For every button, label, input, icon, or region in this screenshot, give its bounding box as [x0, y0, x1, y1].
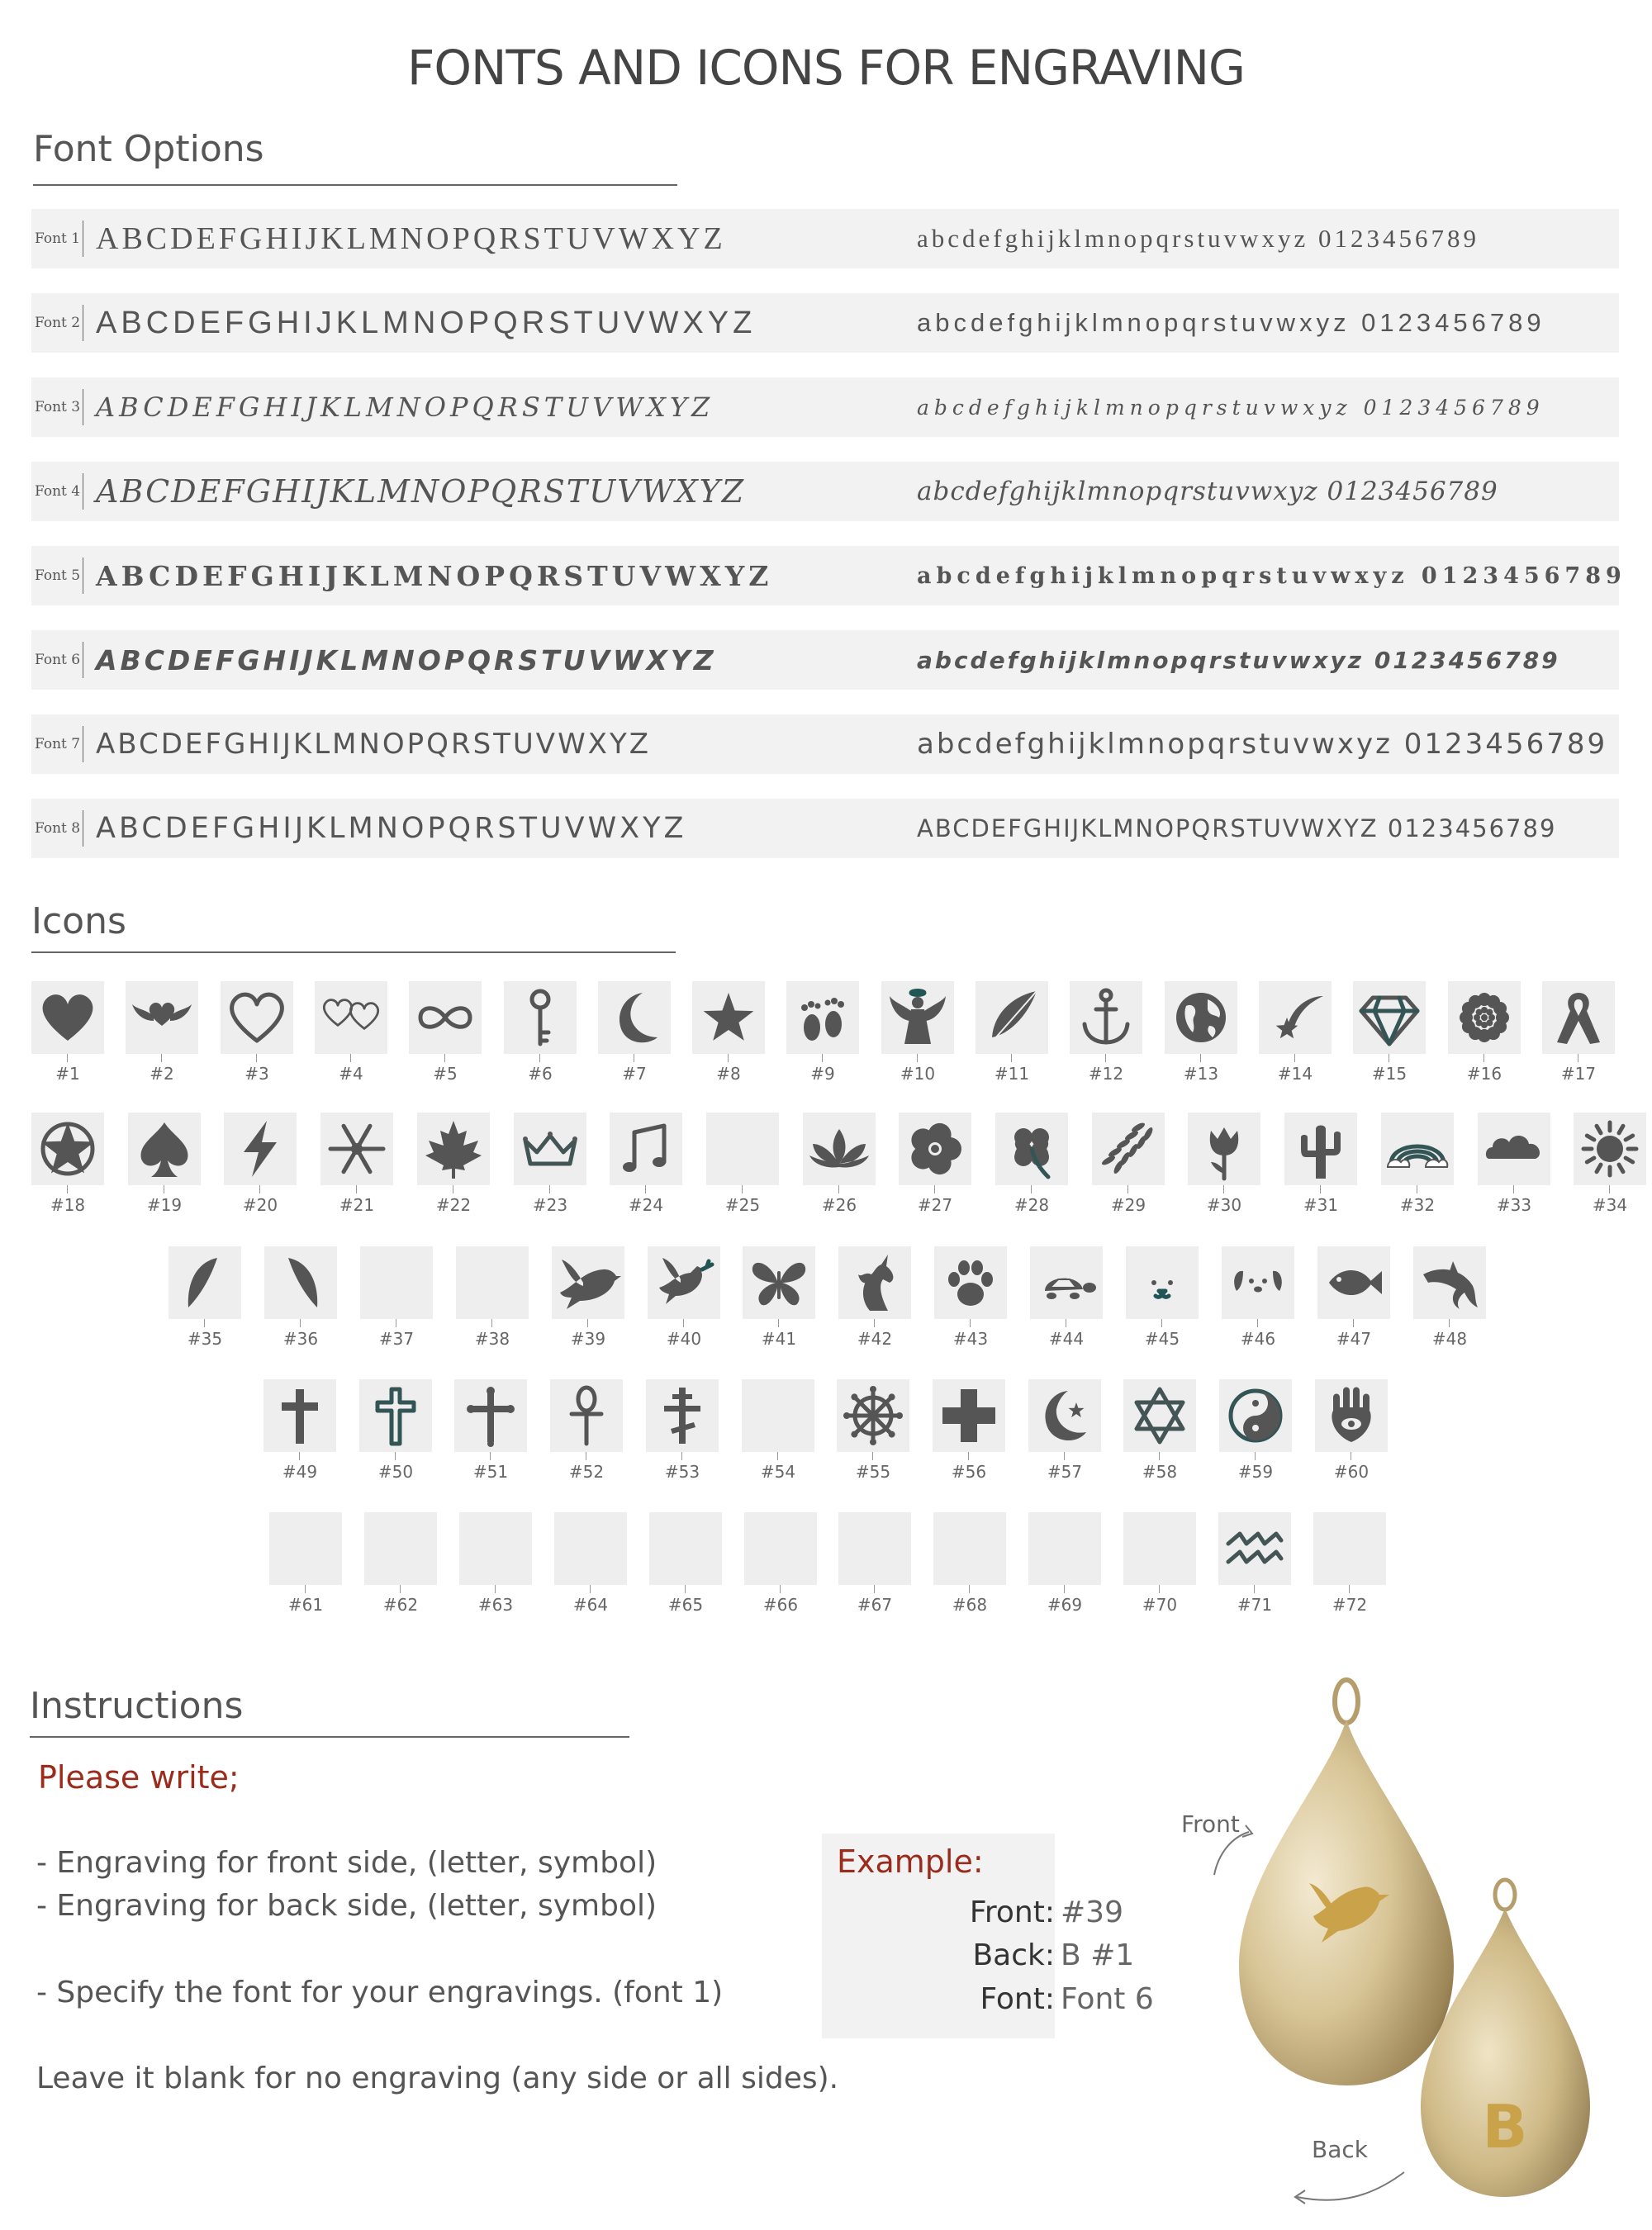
bird-icon[interactable] — [552, 1246, 624, 1319]
icon-number-label: #57 — [1028, 1462, 1101, 1482]
icon-number-label: #22 — [417, 1195, 490, 1215]
baby-feet-icon[interactable] — [786, 981, 859, 1054]
icon-number-label: #4 — [315, 1064, 387, 1084]
example-font-label: Font: — [980, 1982, 1055, 2016]
virgo-icon[interactable] — [744, 1512, 817, 1585]
cat-icon[interactable] — [1126, 1246, 1199, 1319]
icon-number-label: #3 — [221, 1064, 293, 1084]
icon-number-label: #5 — [409, 1064, 482, 1084]
turtle-icon[interactable] — [1030, 1246, 1103, 1319]
budded-cross-icon[interactable] — [454, 1379, 527, 1452]
font-options-rule — [33, 184, 677, 186]
font-lowercase-sample: abcdefghijklmnopqrstuvwxyz 0123456789 — [917, 395, 1545, 420]
font-label: Font 3 — [31, 389, 83, 425]
star-icon[interactable] — [692, 981, 765, 1054]
cactus-icon[interactable] — [1284, 1113, 1357, 1185]
font-label: Font 4 — [31, 473, 83, 510]
page-title: FONTS AND ICONS FOR ENGRAVING — [407, 40, 1245, 96]
aries-icon[interactable] — [269, 1512, 342, 1585]
icon-number-label: #41 — [743, 1329, 815, 1349]
icon-number-label: #15 — [1353, 1064, 1426, 1084]
swiss-cross-icon[interactable] — [933, 1379, 1005, 1452]
icon-number-label: #71 — [1218, 1595, 1291, 1615]
cloud-icon[interactable] — [1478, 1113, 1550, 1185]
font-lowercase-sample: abcdefghijklmnopqrstuvwxyz 0123456789 — [917, 728, 1608, 761]
font-row-5[interactable] — [31, 546, 1626, 605]
icon-number-label: #66 — [744, 1595, 817, 1615]
icon-number-label: #23 — [514, 1195, 586, 1215]
dolphin-icon[interactable] — [1413, 1246, 1486, 1319]
icon-number-label: #36 — [264, 1329, 337, 1349]
icon-number-label: #62 — [364, 1595, 437, 1615]
icon-number-label: #32 — [1381, 1195, 1454, 1215]
example-back-value: B #1 — [1061, 1938, 1135, 1972]
pisces-icon[interactable] — [1313, 1512, 1386, 1585]
icon-number-label: #30 — [1188, 1195, 1260, 1215]
icon-number-label: #33 — [1478, 1195, 1550, 1215]
front-label: Front — [1181, 1810, 1240, 1838]
font-lowercase-sample: abcdefghijklmnopqrstuvwxyz 0123456789 — [917, 646, 1560, 674]
diamond-icon[interactable] — [1353, 981, 1426, 1054]
icon-number-label: #11 — [976, 1064, 1048, 1084]
icon-number-label: #60 — [1315, 1462, 1388, 1482]
dog-icon[interactable] — [1222, 1246, 1294, 1319]
font-uppercase-sample: ABCDEFGHIJKLMNOPQRSTUVWXYZ — [96, 391, 714, 423]
font-label: Font 5 — [31, 558, 83, 594]
icon-number-label: #18 — [31, 1195, 104, 1215]
wing-right-icon[interactable] — [264, 1246, 337, 1319]
icon-number-label: #16 — [1448, 1064, 1521, 1084]
shooting-star-icon[interactable] — [1259, 981, 1332, 1054]
dharma-wheel-icon[interactable] — [837, 1379, 909, 1452]
icon-number-label: #72 — [1313, 1595, 1386, 1615]
icon-number-label: #27 — [899, 1195, 971, 1215]
sagittarius-icon[interactable] — [1028, 1512, 1101, 1585]
back-letter: B — [1482, 2092, 1528, 2161]
libra-icon[interactable] — [838, 1512, 911, 1585]
ankh-icon[interactable] — [550, 1379, 623, 1452]
icon-number-label: #51 — [454, 1462, 527, 1482]
icon-number-label: #61 — [269, 1595, 342, 1615]
feathered-wing-left-icon[interactable] — [360, 1246, 433, 1319]
please-write-heading: Please write; — [38, 1759, 240, 1796]
font-options-heading: Font Options — [33, 128, 264, 170]
icon-number-label: #42 — [838, 1329, 911, 1349]
icon-number-label: #6 — [504, 1064, 577, 1084]
icon-number-label: #70 — [1123, 1595, 1196, 1615]
icon-number-label: #35 — [169, 1329, 241, 1349]
scorpio-icon[interactable] — [933, 1512, 1006, 1585]
icon-number-label: #68 — [933, 1595, 1006, 1615]
pendant-illustration — [1173, 1677, 1635, 2222]
font-label: Font 2 — [31, 305, 83, 341]
font-row-6[interactable] — [31, 630, 1619, 690]
font-row-1[interactable] — [31, 209, 1619, 268]
icon-number-label: #56 — [933, 1462, 1005, 1482]
icon-number-label: #39 — [552, 1329, 624, 1349]
font-lowercase-sample: ABCDEFGHIJKLMNOPQRSTUVWXYZ 0123456789 — [917, 814, 1557, 842]
example-front-value: #39 — [1061, 1896, 1123, 1929]
unicorn-icon[interactable] — [838, 1246, 911, 1319]
angel-icon[interactable] — [881, 981, 954, 1054]
star-of-david-icon[interactable] — [1123, 1379, 1196, 1452]
flower-icon[interactable] — [899, 1113, 971, 1185]
icon-number-label: #25 — [706, 1195, 779, 1215]
icon-number-label: #1 — [31, 1064, 104, 1084]
icon-number-label: #55 — [837, 1462, 909, 1482]
icon-number-label: #38 — [456, 1329, 529, 1349]
dove-icon[interactable] — [648, 1246, 720, 1319]
feather-icon[interactable] — [976, 981, 1048, 1054]
star-circle-icon[interactable] — [31, 1113, 104, 1185]
icon-number-label: #10 — [881, 1064, 954, 1084]
font-lowercase-sample: abcdefghijklmnopqrstuvwxyz 0123456789 — [917, 308, 1545, 337]
font-uppercase-sample: ABCDEFGHIJKLMNOPQRSTUVWXYZ — [96, 728, 652, 761]
paw-icon[interactable] — [934, 1246, 1007, 1319]
yin-yang-icon[interactable] — [1219, 1379, 1292, 1452]
font-table — [31, 209, 1626, 883]
icon-number-label: #53 — [646, 1462, 719, 1482]
gemini-icon[interactable] — [459, 1512, 532, 1585]
orthodox-cross-icon[interactable] — [646, 1379, 719, 1452]
font-uppercase-sample: ABCDEFGHIJKLMNOPQRSTUVWXYZ — [96, 643, 717, 676]
icon-number-label: #63 — [459, 1595, 532, 1615]
star-and-crescent-icon[interactable] — [1028, 1379, 1101, 1452]
icon-number-label: #2 — [126, 1064, 198, 1084]
cross-outline-icon[interactable] — [359, 1379, 432, 1452]
icon-number-label: #9 — [786, 1064, 859, 1084]
font-label: Font 6 — [31, 642, 83, 678]
winged-heart-icon[interactable] — [126, 981, 198, 1054]
font-uppercase-sample: ABCDEFGHIJKLMNOPQRSTUVWXYZ — [96, 812, 687, 845]
spade-icon[interactable] — [128, 1113, 201, 1185]
lotus-icon[interactable] — [803, 1113, 876, 1185]
icon-number-label: #28 — [995, 1195, 1068, 1215]
icon-number-label: #13 — [1165, 1064, 1237, 1084]
treble-clef-icon[interactable] — [706, 1113, 779, 1185]
icons-heading: Icons — [31, 900, 126, 942]
icon-number-label: #44 — [1030, 1329, 1103, 1349]
icon-number-label: #19 — [128, 1195, 201, 1215]
instruction-font: - Specify the font for your engravings. (font 1) — [36, 1976, 724, 2009]
example-font-value: Font 6 — [1061, 1982, 1154, 2016]
font-row-3[interactable] — [31, 377, 1619, 437]
example-front-label: Front: — [969, 1896, 1055, 1929]
rainbow-icon[interactable] — [1381, 1113, 1454, 1185]
infinity-icon[interactable] — [409, 981, 482, 1054]
icon-number-label: #17 — [1542, 1064, 1615, 1084]
font-uppercase-sample: ABCDEFGHIJKLMNOPQRSTUVWXYZ — [96, 305, 757, 340]
icon-number-label: #21 — [320, 1195, 393, 1215]
lightning-icon[interactable] — [224, 1113, 297, 1185]
icon-number-label: #24 — [610, 1195, 682, 1215]
icon-number-label: #49 — [263, 1462, 336, 1482]
globe-icon[interactable] — [1165, 981, 1237, 1054]
font-row-4[interactable] — [31, 462, 1619, 521]
crown-icon[interactable] — [514, 1113, 586, 1185]
four-leaf-clover-icon[interactable] — [995, 1113, 1068, 1185]
tulip-icon[interactable] — [1188, 1113, 1260, 1185]
back-label: Back — [1312, 2136, 1368, 2163]
snowflake-icon[interactable] — [320, 1113, 393, 1185]
icon-number-label: #50 — [359, 1462, 432, 1482]
icon-number-label: #59 — [1219, 1462, 1292, 1482]
icon-number-label: #43 — [934, 1329, 1007, 1349]
heart-outline-icon[interactable] — [221, 981, 293, 1054]
icon-number-label: #8 — [692, 1064, 765, 1084]
icon-number-label: #58 — [1123, 1462, 1196, 1482]
icon-number-label: #14 — [1259, 1064, 1332, 1084]
font-uppercase-sample: ABCDEFGHIJKLMNOPQRSTUVWXYZ — [96, 221, 726, 256]
crescent-moon-icon[interactable] — [598, 981, 671, 1054]
example-title: Example: — [837, 1843, 984, 1880]
icon-number-label: #31 — [1284, 1195, 1357, 1215]
music-note-icon[interactable] — [610, 1113, 682, 1185]
instructions-rule — [30, 1736, 629, 1738]
heart-icon[interactable] — [31, 981, 104, 1054]
icon-number-label: #67 — [838, 1595, 911, 1615]
capricorn-icon[interactable] — [1123, 1512, 1196, 1585]
wing-left-icon[interactable] — [169, 1246, 241, 1319]
two-hearts-icon[interactable] — [315, 981, 387, 1054]
icon-number-label: #29 — [1092, 1195, 1165, 1215]
icon-number-label: #54 — [742, 1462, 814, 1482]
font-uppercase-sample: ABCDEFGHIJKLMNOPQRSTUVWXYZ — [96, 559, 773, 592]
font-label: Font 8 — [31, 810, 83, 847]
icon-number-label: #26 — [803, 1195, 876, 1215]
hamsa-icon[interactable] — [1315, 1379, 1388, 1452]
awareness-ribbon-icon[interactable] — [1542, 981, 1615, 1054]
fish-icon[interactable] — [1317, 1246, 1390, 1319]
font-row-7[interactable] — [31, 714, 1619, 774]
anchor-icon[interactable] — [1070, 981, 1142, 1054]
font-row-2[interactable] — [31, 293, 1619, 353]
icon-number-label: #45 — [1126, 1329, 1199, 1349]
cancer-icon[interactable] — [554, 1512, 627, 1585]
icon-number-label: #64 — [554, 1595, 627, 1615]
icon-number-label: #40 — [648, 1329, 720, 1349]
butterfly-icon[interactable] — [743, 1246, 815, 1319]
icon-number-label: #47 — [1317, 1329, 1390, 1349]
icon-number-label: #69 — [1028, 1595, 1101, 1615]
instructions-heading: Instructions — [30, 1685, 244, 1727]
font-uppercase-sample: ABCDEFGHIJKLMNOPQRSTUVWXYZ — [96, 473, 746, 510]
icon-number-label: #34 — [1574, 1195, 1646, 1215]
icon-number-label: #37 — [360, 1329, 433, 1349]
sun-icon[interactable] — [1574, 1113, 1646, 1185]
icon-number-label: #48 — [1413, 1329, 1486, 1349]
key-icon[interactable] — [504, 981, 577, 1054]
cross-icon[interactable] — [263, 1379, 336, 1452]
font-label: Font 7 — [31, 726, 83, 762]
olive-branch-icon[interactable] — [1092, 1113, 1165, 1185]
aquarius-icon[interactable] — [1218, 1512, 1291, 1585]
om-icon[interactable] — [742, 1379, 814, 1452]
front-arrow — [1214, 1832, 1249, 1875]
taurus-icon[interactable] — [364, 1512, 437, 1585]
icon-number-label: #20 — [224, 1195, 297, 1215]
font-lowercase-sample: abcdefghijklmnopqrstuvwxyz 0123456789 — [917, 562, 1626, 589]
instruction-front: - Engraving for front side, (letter, symbol) — [36, 1846, 657, 1880]
icon-number-label: #7 — [598, 1064, 671, 1084]
font-lowercase-sample: abcdefghijklmnopqrstuvwxyz 0123456789 — [917, 224, 1479, 253]
icon-number-label: #12 — [1070, 1064, 1142, 1084]
back-arrow — [1297, 2172, 1404, 2200]
feathered-wing-right-icon[interactable] — [456, 1246, 529, 1319]
icon-number-label: #52 — [550, 1462, 623, 1482]
icons-rule — [31, 951, 676, 953]
font-row-8[interactable] — [31, 799, 1619, 858]
example-back-label: Back: — [972, 1938, 1055, 1972]
mandala-flower-icon[interactable] — [1448, 981, 1521, 1054]
leo-icon[interactable] — [649, 1512, 722, 1585]
front-pendant — [1239, 1680, 1454, 2085]
icon-number-label: #46 — [1222, 1329, 1294, 1349]
font-lowercase-sample: abcdefghijklmnopqrstuvwxyz 0123456789 — [917, 477, 1498, 506]
icon-number-label: #65 — [649, 1595, 722, 1615]
font-label: Font 1 — [31, 221, 83, 257]
instruction-back: - Engraving for back side, (letter, symbol) — [36, 1889, 657, 1923]
instruction-blank: Leave it blank for no engraving (any side or all sides). — [36, 2062, 839, 2095]
maple-leaf-icon[interactable] — [417, 1113, 490, 1185]
